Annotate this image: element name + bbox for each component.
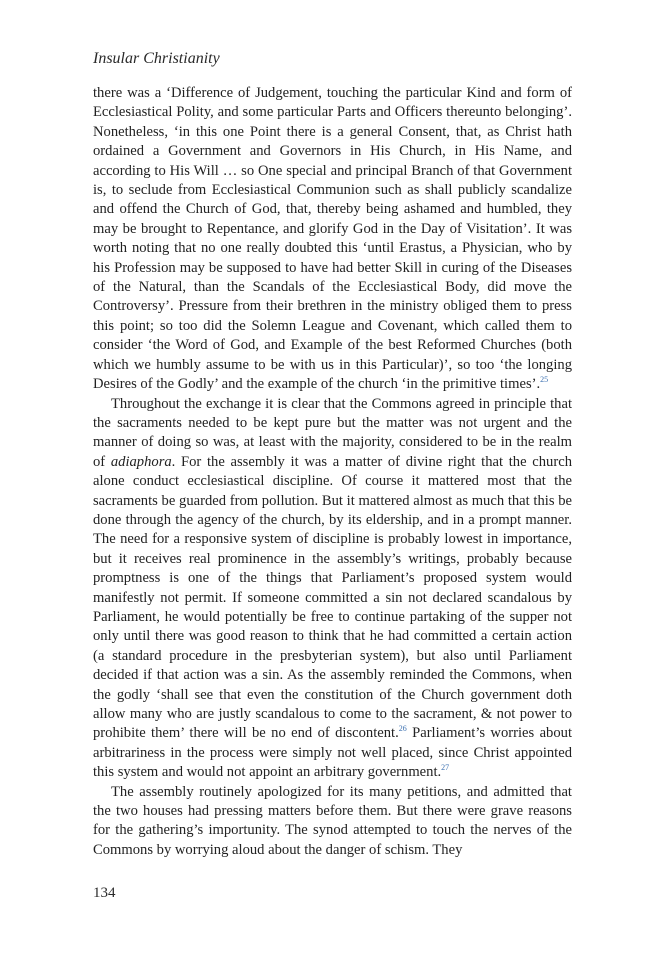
footnote-ref[interactable]: 26	[398, 724, 407, 734]
paragraph	[93, 395, 572, 783]
paragraph-text: Throughout the exchange it is clear that the Commons agreed in principle that the sacraments needed to be kept pure but the matter was not urgent and the manner of doing so was, at least with the majority, considered to be in the realm of	[93, 395, 572, 470]
paragraph-text: The assembly routinely apologized for its many petitions, and admitted that the two houses had pressing matters before them. But there were grave reasons for the gathering’s importunity. The synod attempted to touch the nerves of the Commons by worrying aloud about the danger of schism. They	[93, 783, 572, 858]
body-text	[93, 84, 572, 860]
paragraph-text: Parliament’s worries about arbitrariness in the process were simply not well placed, since Christ appointed this system and would not appoint an arbitrary government.	[93, 725, 572, 781]
footnote-ref[interactable]: 25	[540, 375, 549, 385]
footnote-ref[interactable]: 27	[441, 763, 450, 773]
page-number: 134	[93, 885, 116, 901]
paragraph-text: . For the assembly it was a matter of divine right that the church alone conduct ecclesiastical discipline. Of course it mattered most that the sacraments be guarded from pollution. But it mattered almost as much that this be done through the agency of the church, by its eldership, and in a prompt manner. The need for a responsive system of discipline is probably lowest in importance, but it receives real prominence in the assembly’s writings, probably because promptness is one of the things that Parliament’s proposed system would manifestly not permit. If someone committed a sin not declared scandalous by Parliament, he would potentially be free to continue partaking of the supper not only until there was good reason to think that he had committed a certain action (a standard procedure in the presbyterian system), but also until Parliament decided if that action was a sin. As the assembly reminded the Commons, when the godly ‘shall see that even the constitution of the Church government doth allow many who are justly scandalous to come to the sacrament, & not power to prohibite them’ there will be no end of discontent.	[93, 453, 572, 742]
paragraph	[93, 783, 572, 861]
paragraph	[93, 84, 572, 395]
running-head: Insular Christianity	[93, 50, 220, 67]
italic-term: adiaphora	[110, 453, 172, 470]
paragraph-text: there was a ‘Difference of Judgement, touching the particular Kind and form of Ecclesiastical Polity, and some particular Parts and Officers thereunto belonging’. Nonetheless, ‘in this one Point there is a general Consent, that, as Christ hath ordained a Government and Governors in His Church, in His Name, and according to His Will … so One special and principal Branch of that Government is, to seclude from Ecclesiastical Communion such as shall publicly scandalize and offend the Church of God, that, thereby being ashamed and humbled, they may be brought to Repentance, and glorify God in the Day of Visitation’. It was worth noting that no one really doubted this ‘until Erastus, a Physician, who by his Profession may be supposed to have had better Skill in curing of the Diseases of the Natural, than the Scandals of the Ecclesiastical Body, did move the Controversy’. Pressure from their brethren in the ministry obliged them to press this point; so too did the Solemn League and Covenant, which called them to consider ‘the Word of God, and Example of the best Reformed Churches (both which we humbly assume to be with us in this Particular)’, so too ‘the longing Desires of the Godly’ and the example of the church ‘in the primitive times’.	[93, 85, 572, 393]
